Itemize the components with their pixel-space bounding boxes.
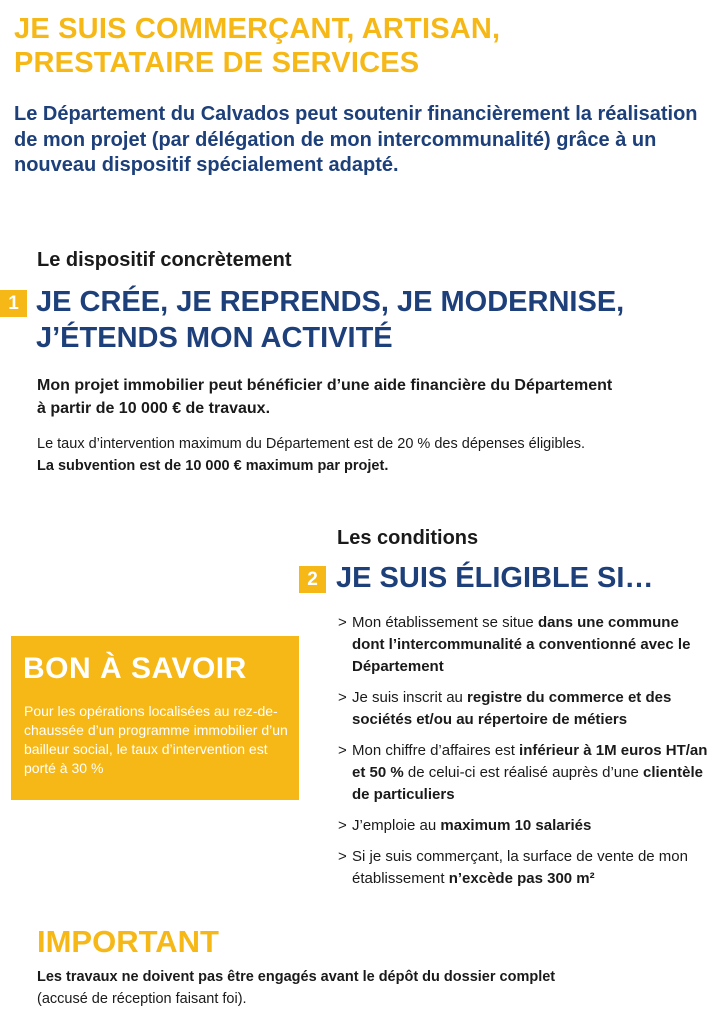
arrow-icon: > [338, 614, 347, 631]
section1-number-badge: 1 [0, 290, 27, 317]
important-bold-text: Les travaux ne doivent pas être engagés avant le dépôt du dossier complet [37, 969, 556, 985]
section1-heading-line2: J’ÉTENDS MON ACTIVITÉ [36, 322, 393, 354]
condition-item [338, 687, 710, 731]
section2-label: Les conditions [337, 527, 479, 549]
section1-cap-text: La subvention est de 10 000 € maximum par projet. [37, 458, 389, 474]
section1-lead [37, 374, 717, 420]
section1-details [37, 433, 717, 477]
condition-item [338, 612, 710, 678]
important-normal-text: (accusé de réception faisant foi). [37, 991, 247, 1007]
conditions-list [338, 612, 710, 899]
condition-emphasis: n’excède pas 300 m² [448, 870, 595, 887]
condition-text: J’emploie au [352, 817, 441, 834]
arrow-icon: > [338, 742, 347, 759]
important-text [37, 966, 717, 1010]
arrow-icon: > [338, 848, 347, 865]
condition-text: Mon chiffre d’affaires est [352, 742, 520, 759]
condition-emphasis: clientèle de particuliers [352, 764, 704, 803]
page-title-line1: JE SUIS COMMERÇANT, ARTISAN, [14, 13, 501, 45]
condition-text: de celui-ci est réalisé auprès d’une [403, 764, 643, 781]
intro-paragraph: Le Département du Calvados peut soutenir financièrement la réalisation de mon projet (par délégation de mon intercommunalité) grâce à un nouveau dispositif spécialement adapté. [14, 103, 698, 176]
section2-heading: JE SUIS ÉLIGIBLE SI… [336, 562, 654, 594]
condition-item [338, 815, 710, 837]
condition-text: Mon établissement se situe [352, 614, 538, 631]
page-title [14, 12, 714, 80]
condition-item [338, 740, 710, 806]
section1-rate-text: Le taux d’intervention maximum du Département est de 20 % des dépenses éligibles. [37, 436, 586, 452]
section1-label: Le dispositif concrètement [37, 249, 292, 271]
condition-emphasis: registre du commerce et des sociétés et/ou au répertoire de métiers [352, 689, 672, 728]
bon-a-savoir-box [11, 636, 299, 800]
important-title: IMPORTANT [37, 924, 219, 959]
condition-emphasis: dans une commune dont l’intercommunalité a conventionné avec le Département [352, 614, 691, 675]
section1-lead-line1: Mon projet immobilier peut bénéficier d’une aide financière du Département [37, 377, 613, 394]
page-title-line2: PRESTATAIRE DE SERVICES [14, 47, 420, 79]
arrow-icon: > [338, 817, 347, 834]
condition-emphasis: maximum 10 salariés [440, 817, 592, 834]
condition-emphasis: inférieur à 1M euros HT/an et 50 % [352, 742, 708, 781]
condition-text: Je suis inscrit au [352, 689, 468, 706]
condition-item [338, 846, 710, 890]
section1-heading-line1: JE CRÉE, JE REPRENDS, JE MODERNISE, [36, 286, 625, 318]
section1-lead-line2: à partir de 10 000 € de travaux. [37, 400, 271, 417]
section1-heading [36, 284, 723, 356]
arrow-icon: > [338, 689, 347, 706]
condition-text: Si je suis commerçant, la surface de vente de mon établissement [352, 848, 688, 887]
section2-number-badge: 2 [299, 566, 326, 593]
bon-a-savoir-title: BON À SAVOIR [23, 652, 247, 685]
bon-a-savoir-text: Pour les opérations localisées au rez-de-chaussée d’un programme immobilier d’un bailleur social, le taux d’intervention est porté à 30 % [24, 703, 288, 776]
